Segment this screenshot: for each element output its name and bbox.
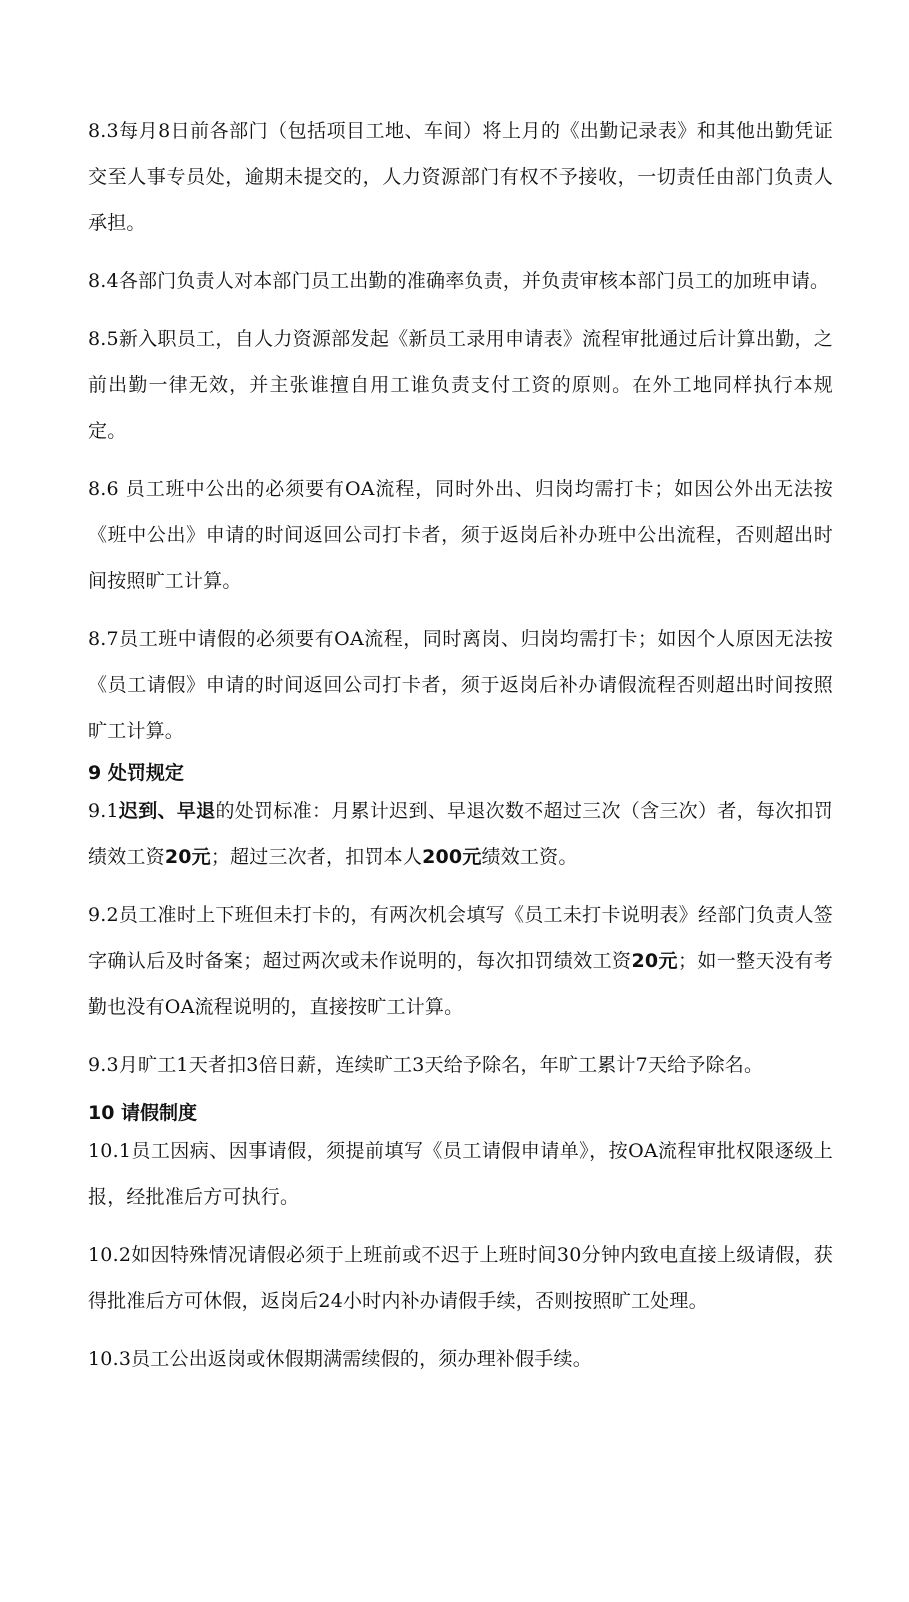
clause-10-3: 10.3员工公出返岗或休假期满需续假的，须办理补假手续。 xyxy=(88,1348,592,1370)
clause-10-2: 10.2如因特殊情况请假必须于上班前或不迟于上班时间30分钟内致电直接上级请假，获得批准后方可休假，返岗后24小时内补办请假手续，否则按照旷工处理。 xyxy=(88,1244,833,1312)
clause-8-5: 8.5新入职员工，自人力资源部发起《新员工录用申请表》流程审批通过后计算出勤，之前出勤一律无效，并主张谁擅自用工谁负责支付工资的原则。在外工地同样执行本规定。 xyxy=(88,328,833,442)
clause-9-1-text: 的处罚标准：月累计迟到、早退次数不超过三次（含三次）者，每次扣罚绩效工资 xyxy=(88,800,833,868)
clause-9-3: 9.3月旷工1天者扣3倍日薪，连续旷工3天给予除名，年旷工累计7天给予除名。 xyxy=(88,1054,764,1076)
clause-8-7: 8.7员工班中请假的必须要有OA流程，同时离岗、归岗均需打卡；如因个人原因无法按《员工请假》申请的时间返回公司打卡者，须于返岗后补办请假流程否则超出时间按照旷工计算。 xyxy=(88,628,833,742)
section-heading-10: 10 请假制度 xyxy=(88,1102,198,1124)
clause-9-1-prefix: 9.1 xyxy=(88,800,119,822)
clause-9-1-bold-amount-200: 200元 xyxy=(422,846,482,868)
clause-9-2-bold-amount: 20元 xyxy=(631,950,678,972)
clause-8-4: 8.4各部门负责人对本部门员工出勤的准确率负责，并负责审核本部门员工的加班申请。 xyxy=(88,270,830,292)
clause-9-1-bold-late: 迟到、早退 xyxy=(118,800,216,822)
clause-10-1: 10.1员工因病、因事请假，须提前填写《员工请假申请单》，按OA流程审批权限逐级上报，经批准后方可执行。 xyxy=(88,1140,833,1208)
section-heading-9: 9 处罚规定 xyxy=(88,762,184,784)
clause-9-1 xyxy=(88,788,833,880)
document-body xyxy=(88,108,833,1394)
clause-9-2-text: 9.2员工准时上下班但未打卡的，有两次机会填写《员工未打卡说明表》经部门负责人签字确认后及时备案；超过两次或未作说明的，每次扣罚绩效工资 xyxy=(88,904,833,972)
clause-9-2 xyxy=(88,892,833,1030)
clause-8-6: 8.6 员工班中公出的必须要有OA流程，同时外出、归岗均需打卡；如因公外出无法按《班中公出》申请的时间返回公司打卡者，须于返岗后补办班中公出流程，否则超出时间按照旷工计算。 xyxy=(88,478,833,592)
clause-8-3: 8.3每月8日前各部门（包括项目工地、车间）将上月的《出勤记录表》和其他出勤凭证交至人事专员处，逾期未提交的，人力资源部门有权不予接收，一切责任由部门负责人承担。 xyxy=(88,120,833,234)
clause-9-1-bold-amount-20: 20元 xyxy=(164,846,211,868)
clause-9-1-text-2: ；超过三次者，扣罚本人 xyxy=(210,846,423,868)
clause-9-2-suffix: ；如一整天没有考勤也没有OA流程说明的，直接按旷工计算。 xyxy=(88,950,834,1018)
clause-9-1-suffix: 绩效工资。 xyxy=(481,846,578,868)
